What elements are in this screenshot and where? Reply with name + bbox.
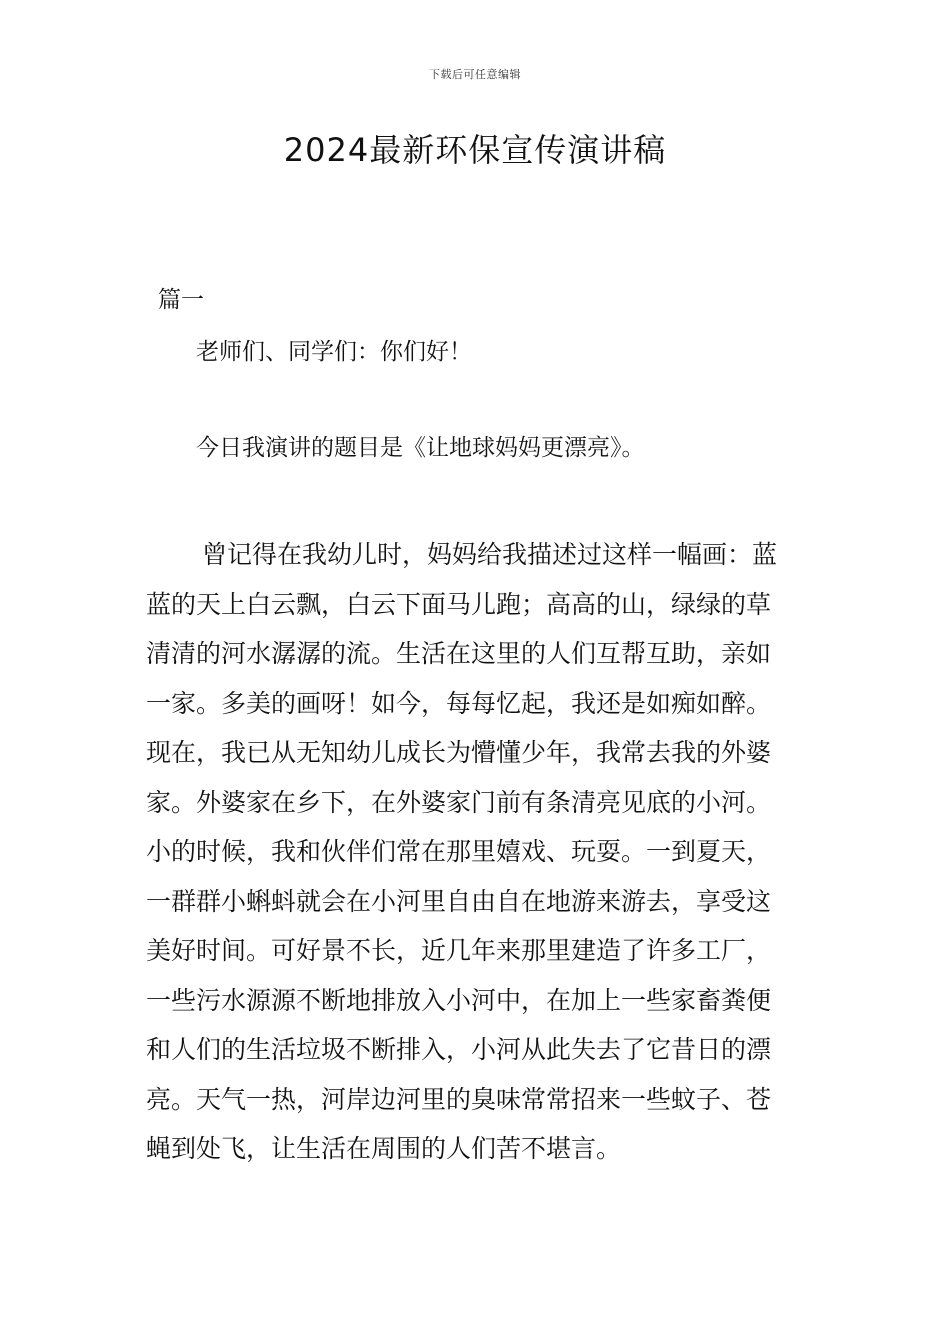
paragraph-line: 小的时候，我和伙伴们常在那里嬉戏、玩耍。一到夏天， bbox=[146, 837, 772, 866]
paragraph-line: 一些污水源源不断地排放入小河中，在加上一些家畜粪便 bbox=[146, 985, 772, 1015]
section-label: 篇一 bbox=[158, 287, 204, 313]
document-title: 2024最新环保宣传演讲稿 bbox=[283, 131, 667, 169]
paragraph-line: 亮。天气一热，河岸边河里的臭味常常招来一些蚊子、苍 bbox=[146, 1084, 772, 1114]
body-paragraph bbox=[146, 530, 806, 1174]
header-note: 下载后可任意编辑 bbox=[429, 68, 521, 81]
paragraph-line: 一家。多美的画呀！如今，每每忆起，我还是如痴如醉。 bbox=[146, 688, 772, 718]
paragraph-line: 现在，我已从无知幼儿成长为懵懂少年，我常去我的外婆 bbox=[146, 738, 772, 767]
paragraph-line: 蓝的天上白云飘，白云下面马儿跑；高高的山，绿绿的草 bbox=[146, 589, 772, 619]
paragraph-line: 曾记得在我幼儿时，妈妈给我描述过这样一幅画：蓝 bbox=[202, 540, 778, 569]
greeting-line: 老师们、同学们：你们好！ bbox=[196, 339, 472, 365]
paragraph-line: 和人们的生活垃圾不断排入，小河从此失去了它昔日的漂 bbox=[146, 1035, 772, 1064]
paragraph-line: 清清的河水潺潺的流。生活在这里的人们互帮互助，亲如 bbox=[146, 639, 772, 668]
topic-line: 今日我演讲的题目是《让地球妈妈更漂亮》。 bbox=[196, 435, 645, 461]
paragraph-line: 家。外婆家在乡下，在外婆家门前有条清亮见底的小河。 bbox=[146, 787, 772, 817]
paragraph-line: 一群群小蝌蚪就会在小河里自由自在地游来游去，享受这 bbox=[146, 886, 772, 916]
paragraph-line: 美好时间。可好景不长，近几年来那里建造了许多工厂， bbox=[146, 936, 772, 965]
paragraph-line: 蝇到处飞，让生活在周围的人们苦不堪言。 bbox=[146, 1134, 622, 1163]
